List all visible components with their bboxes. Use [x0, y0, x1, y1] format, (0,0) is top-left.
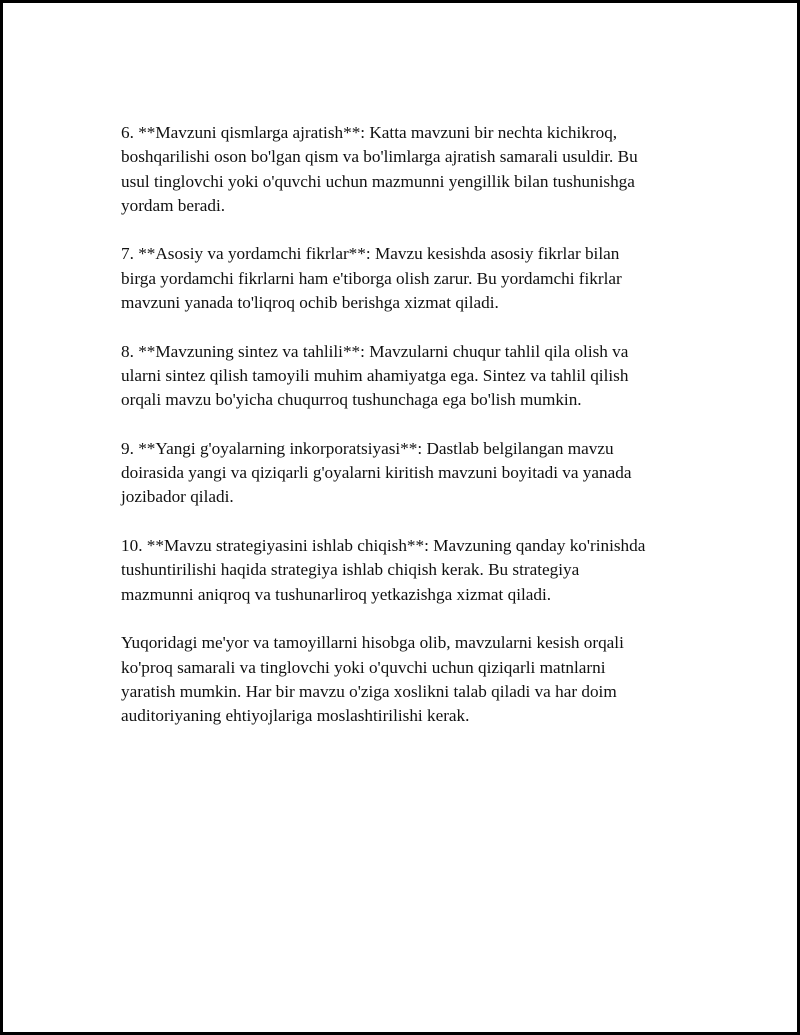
paragraph-item-7: 7. **Asosiy va yordamchi fikrlar**: Mavzu kesishda asosiy fikrlar bilan birga yordamchi fikrlarni ham e'tiborga olish zarur. Bu yordamchi fikrlar mavzuni yanada to'liqroq ochib berishga xizmat qiladi. — [121, 244, 622, 313]
paragraph-item-10: 10. **Mavzu strategiyasini ishlab chiqish**: Mavzuning qanday ko'rinishda tushuntirilishi haqida strategiya ishlab chiqish kerak. Bu strategiya mazmunni aniqroq va tushunarliroq yetkazishga xizmat qiladi. — [121, 536, 646, 604]
paragraph-item-8: 8. **Mavzuning sintez va tahlili**: Mavzularni chuqur tahlil qila olish va ularni sintez qilish tamoyili muhim ahamiyatga ega. Sintez va tahlil qilish orqali mavzu bo'yicha chuqurroq tushunchaga ega bo'lish mumkin. — [121, 341, 629, 410]
paragraph-conclusion: Yuqoridagi me'yor va tamoyillarni hisobga olib, mavzularni kesish orqali ko'proq samarali va tinglovchi yoki o'quvchi uchun qiziqarli matnlarni yaratish mumkin. Har bir mavzu o'ziga xoslikni talab qiladi va har doim auditoriyaning ehtiyojlariga moslashtirilishi kerak. — [121, 633, 624, 726]
document-body — [121, 121, 701, 753]
paragraph-item-9: 9. **Yangi g'oyalarning inkorporatsiyasi**: Dastlab belgilangan mavzu doirasida yangi va qiziqarli g'oyalarni kiritish mavzuni boyitadi va yanada jozibador qiladi. — [121, 438, 632, 507]
paragraph-item-6: 6. **Mavzuni qismlarga ajratish**: Katta mavzuni bir nechta kichikroq, boshqarilishi oson bo'lgan qism va bo'limlarga ajratish samarali usuldir. Bu usul tinglovchi yoki o'quvchi uchun mazmunni yengillik bilan tushunishga yordam beradi. — [121, 123, 638, 215]
